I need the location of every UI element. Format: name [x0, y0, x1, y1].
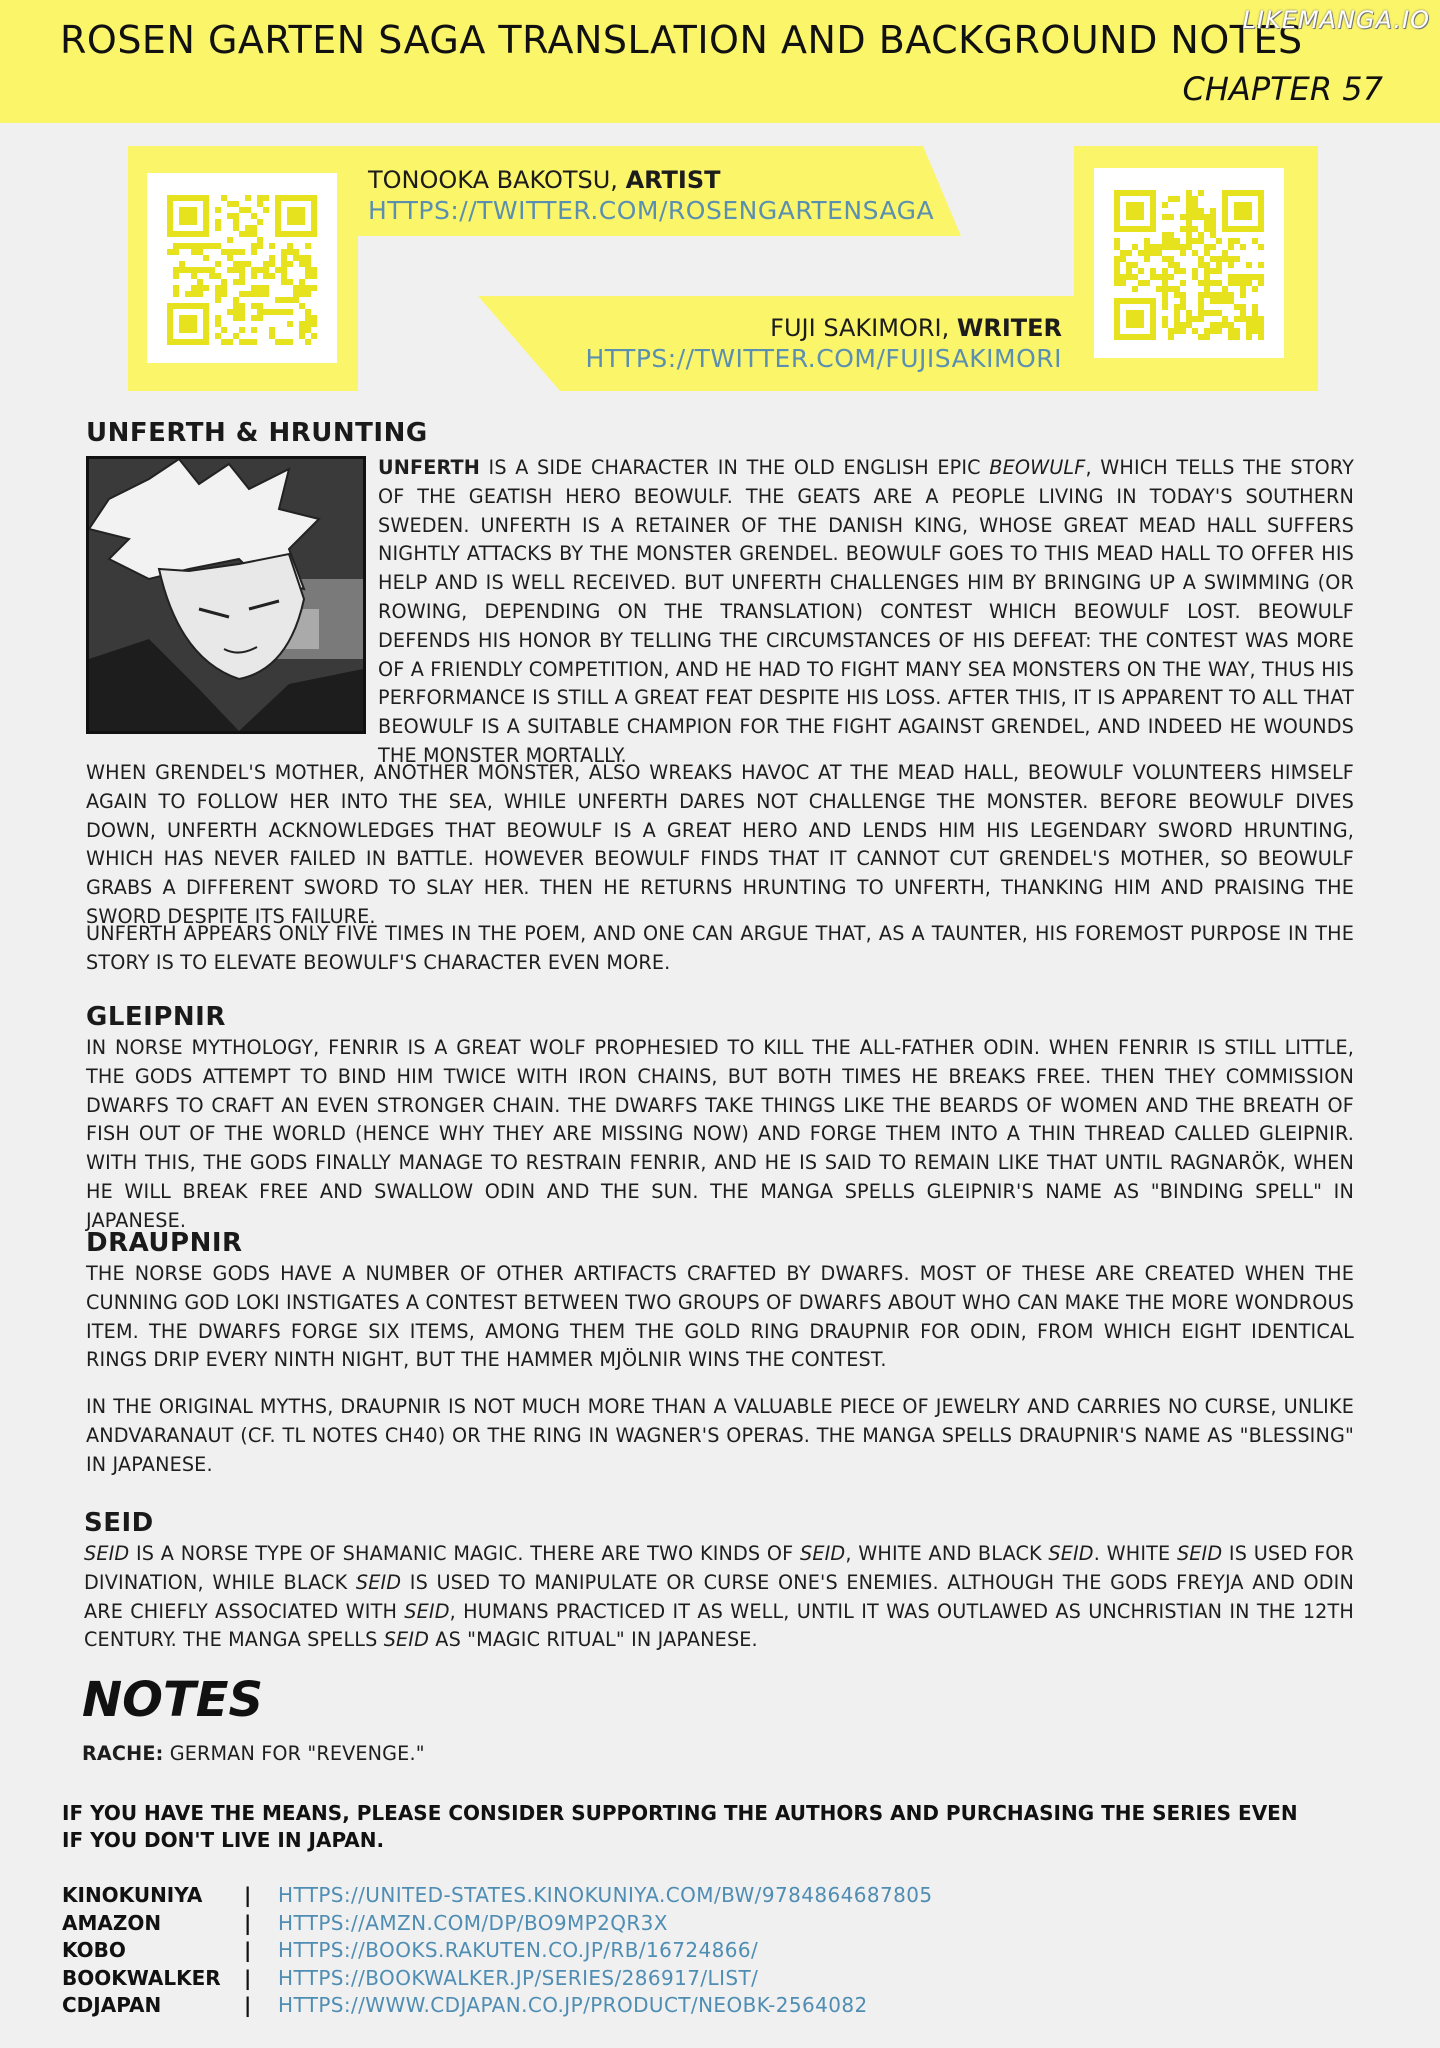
writer-credit — [770, 314, 1062, 342]
store-name: AMAZON — [62, 1910, 162, 1935]
section-heading-unferth: UNFERTH & HRUNTING — [86, 418, 428, 448]
store-link[interactable]: HTTPS://UNITED-STATES.KINOKUNIYA.COM/BW/9784864687805 — [278, 1883, 933, 1907]
store-name: KINOKUNIYA — [62, 1883, 203, 1907]
term-seid: SEID — [800, 1542, 846, 1565]
artist-twitter-link[interactable]: HTTPS://TWITTER.COM/ROSENGARTENSAGA — [368, 196, 935, 225]
store-separator: | — [244, 1883, 252, 1907]
notes-title: NOTES — [82, 1672, 264, 1728]
text-span: IS USED TO MANIPULATE OR CURSE ONE'S ENEMIES. ALTHOUGH THE GODS FREYJA AND ODIN ARE CHIEFLY ASSOCIATED WITH — [84, 1570, 1354, 1623]
store-name: BOOKWALKER — [62, 1965, 221, 1990]
term-seid: SEID — [404, 1599, 450, 1623]
note-rache — [82, 1740, 1282, 1769]
section-heading-gleipnir: GLEIPNIR — [86, 1002, 226, 1032]
term-seid: SEID — [84, 1542, 130, 1565]
store-separator: | — [244, 1965, 252, 1990]
section-heading-draupnir: DRAUPNIR — [86, 1228, 243, 1258]
seid-paragraph — [84, 1540, 1354, 1655]
store-name: CDJAPAN — [62, 1993, 162, 2017]
text-span: , WHICH TELLS THE STORY OF THE GEATISH HERO BEOWULF. THE GEATS ARE A PEOPLE LIVING IN TODAY'S SOUTHERN SWEDEN. UNFERTH IS A RETAINER OF THE DANISH KING, WHOSE GREAT MEAD HALL SUFFERS NIGHTLY ATTACKS BY THE MONSTER GRENDEL. BEOWULF GOES TO THIS MEAD HALL TO OFFER HIS HELP AND IS WELL RECEIVED. BUT UNFERTH CHALLENGES HIM BY BRINGING UP A SWIMMING (OR ROWING, DEPENDING ON THE TRANSLATION) CONTEST WHICH BEOWULF LOST. BEOWULF DEFENDS HIS HONOR BY TELLING THE CIRCUMSTANCES OF HIS DEFEAT: THE CONTEST WAS MORE OF A FRIENDLY COMPETITION, AND HE HAD TO FIGHT MANY SEA MONSTERS ON THE WAY, THUS HIS PERFORMANCE IS STILL A GREAT FEAT DESPITE HIS LOSS. AFTER THIS, IT IS APPARENT TO ALL THAT BEOWULF IS A SUITABLE CHAMPION FOR THE FIGHT AGAINST GRENDEL, AND INDEED HE WOUNDS THE MONSTER MORTALLY. — [378, 456, 1354, 767]
text-span: . WHITE — [1093, 1542, 1177, 1565]
note-term: RACHE: — [82, 1742, 164, 1765]
term-seid: SEID — [355, 1570, 402, 1594]
header-banner — [0, 0, 1440, 123]
qr-code-artist[interactable] — [147, 173, 337, 363]
text-span: IS A SIDE CHARACTER IN THE OLD ENGLISH EPIC — [479, 456, 990, 479]
term-seid: SEID — [383, 1628, 430, 1652]
page-title: ROSEN GARTEN SAGA TRANSLATION AND BACKGROUND NOTES — [60, 18, 1303, 62]
artist-name: TONOOKA BAKOTSU, — [368, 166, 626, 194]
note-definition: GERMAN FOR "REVENGE." — [163, 1742, 425, 1765]
text-span: IS USED FOR DIVINATION, WHILE BLACK — [84, 1542, 1355, 1594]
store-link[interactable]: HTTPS://BOOKWALKER.JP/SERIES/286917/LIST/ — [278, 1965, 759, 1990]
gleipnir-paragraph: IN NORSE MYTHOLOGY, FENRIR IS A GREAT WOLF PROPHESIED TO KILL THE ALL-FATHER ODIN. WHEN FENRIR IS STILL LITTLE, THE GODS ATTEMPT TO BIND HIM TWICE WITH IRON CHAINS, BUT BOTH TIMES HE BREAKS FREE. THEN THEY COMMISSION DWARFS TO CRAFT AN EVEN STRONGER CHAIN. THE DWARFS TAKE THINGS LIKE THE BEARDS OF WOMEN AND THE BREATH OF FISH OUT OF THE WORLD (HENCE WHY THEY ARE MISSING NOW) AND FORGE THEM INTO A THIN THREAD CALLED GLEIPNIR. WITH THIS, THE GODS FINALLY MANAGE TO RESTRAIN FENRIR, AND HE IS SAID TO REMAIN LIKE THAT UNTIL RAGNARÖK, WHEN HE WILL BREAK FREE AND SWALLOW ODIN AND THE SUN. THE MANGA SPELLS GLEIPNIR'S NAME AS "BINDING SPELL" IN JAPANESE. — [86, 1036, 1354, 1232]
draupnir-paragraph-1: THE NORSE GODS HAVE A NUMBER OF OTHER ARTIFACTS CRAFTED BY DWARFS. MOST OF THESE ARE CREATED WHEN THE CUNNING GOD LOKI INSTIGATES A CONTEST BETWEEN TWO GROUPS OF DWARFS ABOUT WHO CAN MAKE THE MORE WONDROUS ITEM. THE DWARFS FORGE SIX ITEMS, AMONG THEM THE GOLD RING DRAUPNIR FOR ODIN, FROM WHICH EIGHT IDENTICAL RINGS DRIP EVERY NINTH NIGHT, BUT THE HAMMER MJÖLNIR WINS THE CONTEST. — [86, 1262, 1354, 1372]
watermark: LIKEMANGA.IO — [1242, 6, 1430, 34]
credits-banner — [128, 146, 1318, 391]
term-seid: SEID — [1176, 1542, 1223, 1565]
qr-code-icon — [1114, 190, 1264, 340]
unferth-paragraph-3: UNFERTH APPEARS ONLY FIVE TIMES IN THE POEM, AND ONE CAN ARGUE THAT, AS A TAUNTER, HIS FOREMOST PURPOSE IN THE STORY IS TO ELEVATE BEOWULF'S CHARACTER EVEN MORE. — [86, 922, 1354, 974]
store-separator: | — [244, 1910, 252, 1935]
unferth-paragraph-1 — [378, 454, 1354, 771]
title-beowulf: BEOWULF — [989, 456, 1086, 479]
unferth-paragraph-2: WHEN GRENDEL'S MOTHER, ANOTHER MONSTER, ALSO WREAKS HAVOC AT THE MEAD HALL, BEOWULF VOLUNTEERS HIMSELF AGAIN TO FOLLOW HER INTO THE SEA, WHILE UNFERTH DARES NOT CHALLENGE THE MONSTER. BEFORE BEOWULF DIVES DOWN, UNFERTH ACKNOWLEDGES THAT BEOWULF IS A GREAT HERO AND LENDS HIM HIS LEGENDARY SWORD HRUNTING, WHICH HAS NEVER FAILED IN BATTLE. HOWEVER BEOWULF FINDS THAT IT CANNOT CUT GRENDEL'S MOTHER, SO BEOWULF GRABS A DIFFERENT SWORD TO SLAY HER. THEN HE RETURNS HRUNTING TO UNFERTH, THANKING HIM AND PRAISING THE SWORD DESPITE ITS FAILURE. — [86, 761, 1354, 928]
term-seid: SEID — [1048, 1542, 1094, 1565]
writer-twitter-link[interactable]: HTTPS://TWITTER.COM/FUJISAKIMORI — [585, 344, 1062, 373]
writer-role: WRITER — [956, 314, 1062, 342]
term-unferth: UNFERTH — [378, 456, 480, 479]
artist-credit — [368, 166, 721, 194]
artist-role: ARTIST — [625, 166, 721, 194]
store-separator: | — [244, 1938, 252, 1962]
store-link[interactable]: HTTPS://AMZN.COM/DP/BO9MP2QR3X — [278, 1910, 668, 1935]
text-span: , HUMANS PRACTICED IT AS WELL, UNTIL IT WAS OUTLAWED AS UNCHRISTIAN IN THE 12TH CENTURY. THE MANGA SPELLS — [84, 1599, 1354, 1652]
text-span: AS "MAGIC RITUAL" IN JAPANESE. — [429, 1628, 758, 1652]
store-link[interactable]: HTTPS://WWW.CDJAPAN.CO.JP/PRODUCT/NEOBK-2564082 — [278, 1993, 868, 2017]
section-heading-seid: SEID — [84, 1508, 154, 1538]
store-separator: | — [244, 1993, 252, 2017]
chapter-label: CHAPTER 57 — [1182, 70, 1383, 108]
store-link[interactable]: HTTPS://BOOKS.RAKUTEN.CO.JP/RB/16724866/ — [278, 1938, 759, 1962]
support-message: IF YOU HAVE THE MEANS, PLEASE CONSIDER SUPPORTING THE AUTHORS AND PURCHASING THE SERIES EVEN IF YOU DON'T LIVE IN JAPAN. — [62, 1801, 1298, 1852]
draupnir-paragraph-2: IN THE ORIGINAL MYTHS, DRAUPNIR IS NOT MUCH MORE THAN A VALUABLE PIECE OF JEWELRY AND CARRIES NO CURSE, UNLIKE ANDVARANAUT (CF. TL NOTES CH40) OR THE RING IN WAGNER'S OPERAS. THE MANGA SPELLS DRAUPNIR'S NAME AS "BLESSING" IN JAPANESE. — [86, 1395, 1354, 1476]
qr-code-writer[interactable] — [1094, 168, 1284, 358]
qr-code-icon — [167, 195, 317, 345]
character-portrait-unferth — [86, 456, 366, 734]
store-name: KOBO — [62, 1938, 126, 1962]
portrait-illustration — [89, 459, 363, 731]
text-span: IS A NORSE TYPE OF SHAMANIC MAGIC. THERE ARE TWO KINDS OF — [129, 1542, 801, 1565]
writer-name: FUJI SAKIMORI, — [770, 314, 957, 342]
text-span: , WHITE AND BLACK — [845, 1542, 1049, 1565]
